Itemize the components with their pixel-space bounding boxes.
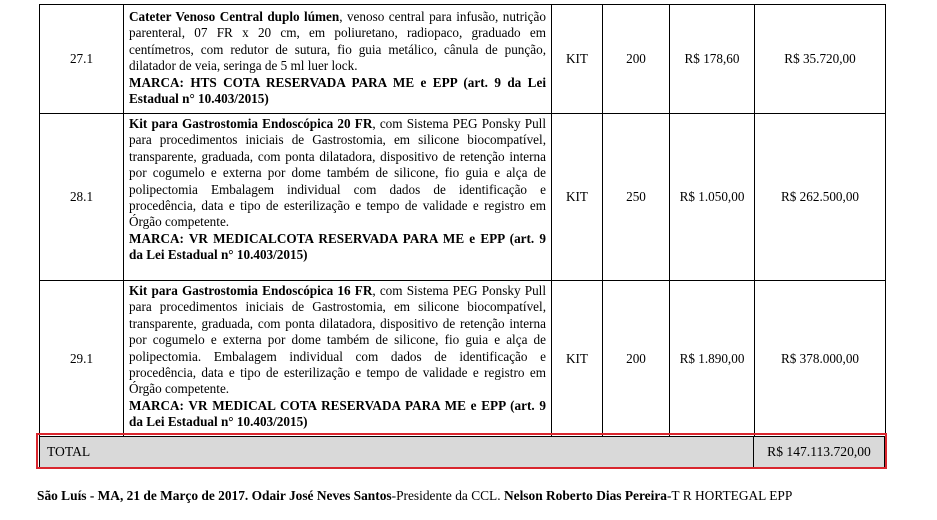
item-description	[124, 114, 552, 281]
item-unit-price: R$ 178,60	[670, 5, 755, 114]
item-brand: MARCA: HTS COTA RESERVADA PARA ME e EPP (art. 9 da Lei Estadual n° 10.403/2015)	[129, 74, 546, 107]
total-highlight-box	[36, 433, 887, 469]
item-total: R$ 378.000,00	[755, 281, 886, 438]
item-description	[124, 5, 552, 114]
footer-name-2: Nelson Roberto Dias Pereira	[503, 488, 667, 503]
footer-role-2: -T R HORTEGAL EPP	[666, 488, 793, 503]
table-row	[40, 281, 886, 438]
table-row	[40, 5, 886, 114]
footer-place-date: São Luís - MA, 21 de Março de 2017.	[37, 488, 249, 503]
item-total: R$ 35.720,00	[755, 5, 886, 114]
item-number: 27.1	[40, 5, 124, 114]
item-text: , venoso central para infusão, nutrição parenteral, 07 FR x 20 cm, em poliuretano, radiopaco, graduado em centímetros, com redutor de sutura, fio guia metálico, cânula de punção, dilatador de veia, seringa de 5 ml luer lock.	[129, 9, 546, 74]
item-title: Kit para Gastrostomia Endoscópica 16 FR	[129, 283, 373, 298]
item-number: 28.1	[40, 114, 124, 281]
item-quantity: 200	[603, 5, 670, 114]
item-brand: MARCA: VR MEDICALCOTA RESERVADA PARA ME e EPP (art. 9 da Lei Estadual n° 10.403/2015)	[129, 230, 546, 263]
item-unit: KIT	[552, 5, 603, 114]
items-table	[39, 4, 886, 438]
signature-footer	[37, 488, 937, 504]
table-row	[40, 114, 886, 281]
item-title: Cateter Venoso Central duplo lúmen	[129, 9, 340, 24]
item-quantity: 200	[603, 281, 670, 438]
footer-name-1: Odair José Neves Santos	[251, 488, 392, 503]
total-value: R$ 147.113.720,00	[754, 437, 885, 468]
item-total: R$ 262.500,00	[755, 114, 886, 281]
item-brand: MARCA: VR MEDICAL COTA RESERVADA PARA ME e EPP (art. 9 da Lei Estadual n° 10.403/2015)	[129, 397, 546, 430]
item-number: 29.1	[40, 281, 124, 438]
item-quantity: 250	[603, 114, 670, 281]
item-title: Kit para Gastrostomia Endoscópica 20 FR	[129, 116, 373, 131]
item-description	[124, 281, 552, 438]
item-unit-price: R$ 1.890,00	[670, 281, 755, 438]
item-unit: KIT	[552, 281, 603, 438]
total-label: TOTAL	[40, 437, 754, 468]
item-unit-price: R$ 1.050,00	[670, 114, 755, 281]
item-text: , com Sistema PEG Ponsky Pull para procedimentos iniciais de Gastrostomia, em silicone biocompatível, transparente, graduada, com ponta dilatadora, dispositivo de retenção interna por cogumelo e externa por dome também de silicone, fio guia e alça de polipectomia. Embalagem individual com dados de identificação e procedência, data e tipo de esterilização e tempo de validade e registro em Órgão competente.	[129, 283, 546, 397]
item-unit: KIT	[552, 114, 603, 281]
item-text: , com Sistema PEG Ponsky Pull para procedimentos iniciais de Gastrostomia, em silicone biocompatível, transparente, graduada, com ponta dilatadora, dispositivo de retenção interna por cogumelo e externa por dome também de silicone, fio guia e alça de polipectomia Embalagem individual com dados de identificação e procedência, data e tipo de esterilização e tempo de validade e registro em Órgão competente.	[129, 116, 546, 230]
footer-role-1: -Presidente da CCL.	[391, 488, 501, 503]
